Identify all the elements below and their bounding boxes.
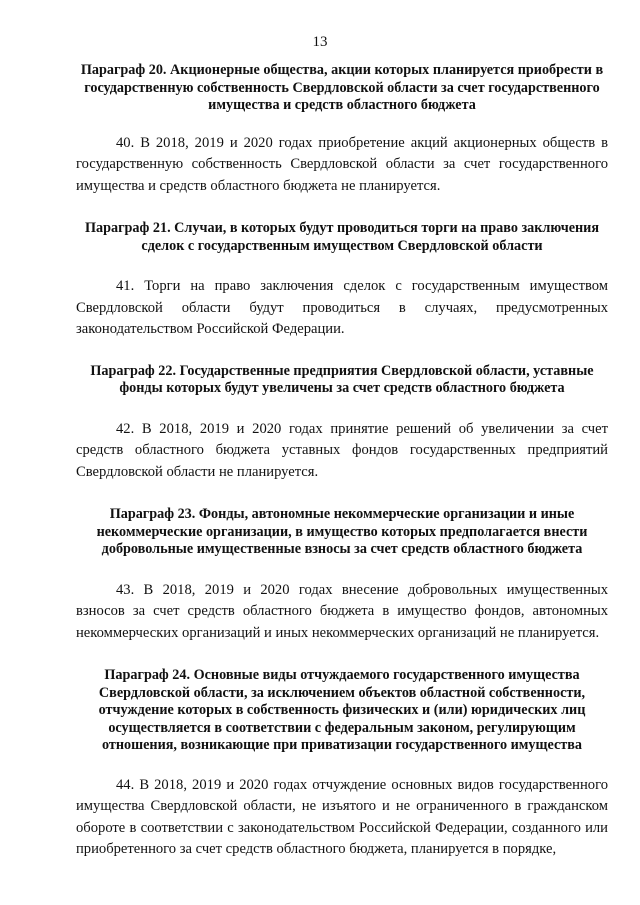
section-20-heading: Параграф 20. Акционерные общества, акции которых планируется приобрести в государственную собственность Свердловской области за счет государственного имущества и средств областного бюджета (80, 62, 604, 113)
paragraph-43: 43. В 2018, 2019 и 2020 годах внесение добровольных имущественных взносов за счет средств областного бюджета в имущество фондов, автономных некоммерческих организаций и иных некоммерческих организаций не планируется. (76, 581, 608, 641)
section-22-heading: Параграф 22. Государственные предприятия Свердловской области, уставные фонды которых будут увеличены за счет средств областного бюджета (90, 362, 594, 396)
paragraph-42: 42. В 2018, 2019 и 2020 годах принятие решений об увеличении за счет средств областного бюджета уставных фондов государственных предприятий Свердловской области не планируется. (76, 420, 608, 480)
document-body (76, 62, 608, 861)
page-number: 13 (312, 34, 328, 50)
section-23-heading: Параграф 23. Фонды, автономные некоммерческие организации и иные некоммерческие организации, в имущество которых предполагается внести добровольные имущественные взносы за счет средств областного бюджета (96, 506, 588, 557)
section-21-heading: Параграф 21. Случаи, в которых будут проводиться торги на право заключения сделок с государственным имуществом Свердловской области (84, 220, 600, 254)
paragraph-44: 44. В 2018, 2019 и 2020 годах отчуждение основных видов государственного имущества Свердловской области, не изъятого и не ограниченного в гражданском обороте в соответствии с законодательством Российской Федерации, созданного или приобретенного за счет средств областного бюджета, планируется в порядке, (76, 776, 608, 857)
section-24-heading: Параграф 24. Основные виды отчуждаемого государственного имущества Свердловской области, за исключением объектов областной собственности, отчуждение которых в собственность физических и (или) юридических лиц осуществляется в соответствии с федеральным законом, регулирующим отношения, возникающие при приватизации государственного имущества (98, 667, 586, 753)
paragraph-41: 41. Торги на право заключения сделок с государственным имуществом Свердловской области будут проводиться в случаях, предусмотренных законодательством Российской Федерации. (76, 278, 608, 337)
paragraph-40: 40. В 2018, 2019 и 2020 годах приобретение акций акционерных обществ в государственную собственность Свердловской области за счет государственного имущества и средств областного бюджета не планируется. (76, 134, 608, 194)
